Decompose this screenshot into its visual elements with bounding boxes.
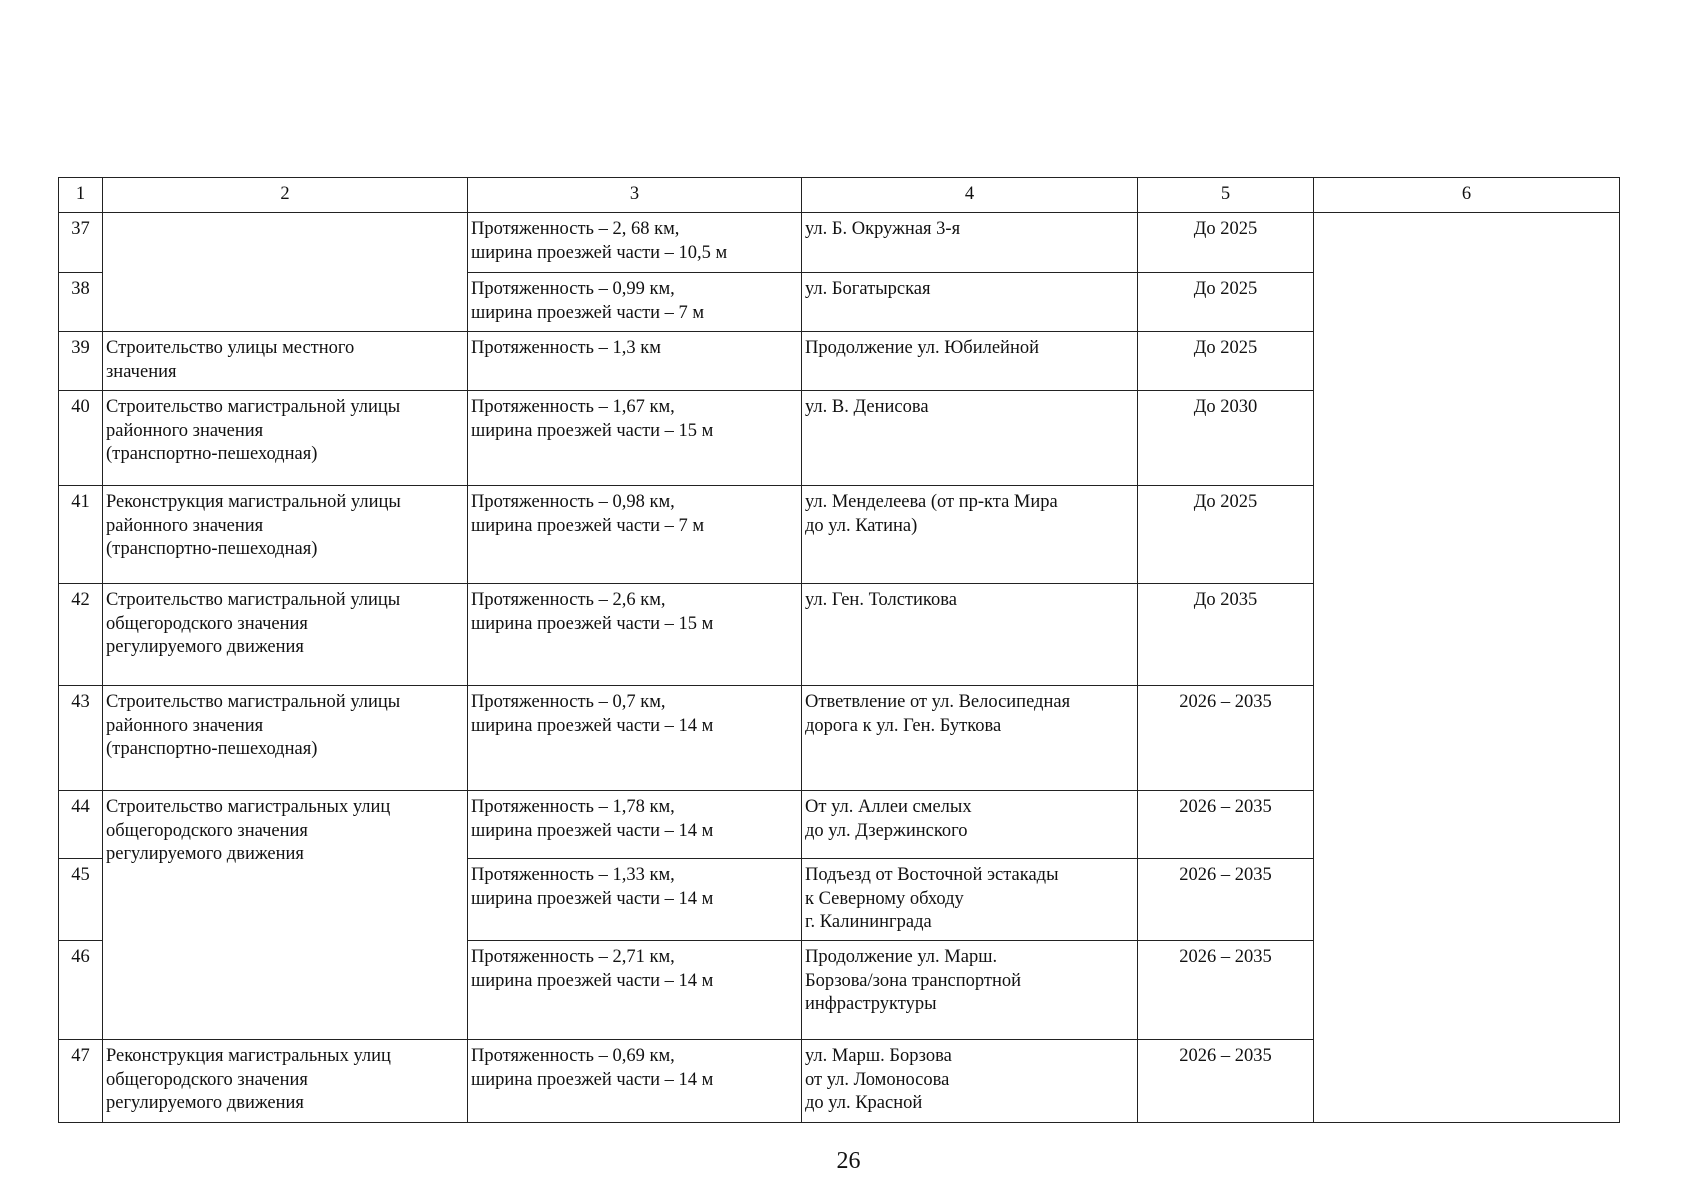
parameter-line: Протяженность – 1,3 км: [471, 338, 661, 358]
location-cell: [802, 1040, 1138, 1123]
work-type-line: (транспортно-пешеходная): [106, 539, 318, 559]
work-type-line: Строительство улицы местного: [106, 338, 355, 358]
location-line: инфраструктуры: [805, 994, 937, 1014]
term-cell: 2026 – 2035: [1138, 791, 1314, 859]
work-type-cell: [103, 686, 468, 791]
parameters-cell: [468, 391, 802, 486]
location-line: Борзова/зона транспортной: [805, 970, 1022, 991]
row-number: 45: [59, 859, 103, 941]
location-cell: [802, 391, 1138, 486]
location-cell: [802, 332, 1138, 391]
row-number: 46: [59, 941, 103, 1040]
row-number: 44: [59, 791, 103, 859]
work-type-line: Реконструкция магистральных улиц: [106, 1046, 391, 1066]
parameter-line: ширина проезжей части – 15 м: [471, 420, 714, 441]
work-type-cell: [103, 391, 468, 486]
term-cell: До 2025: [1138, 273, 1314, 332]
work-type-cell: [103, 486, 468, 584]
work-type-cell: [103, 332, 468, 391]
row-number: 47: [59, 1040, 103, 1123]
location-cell: [802, 584, 1138, 686]
work-type-line: Строительство магистральной улицы: [106, 692, 401, 712]
location-line: до ул. Красной: [805, 1093, 923, 1113]
location-line: дорога к ул. Ген. Буткова: [805, 715, 1002, 736]
parameters-cell: [468, 941, 802, 1040]
term-cell: До 2025: [1138, 213, 1314, 273]
location-cell: [802, 859, 1138, 941]
location-line: ул. Марш. Борзова: [805, 1046, 952, 1066]
location-line: до ул. Катина): [805, 515, 918, 536]
location-line: ул. Менделеева (от пр-кта Мира: [805, 492, 1058, 512]
term-cell: До 2025: [1138, 486, 1314, 584]
parameter-line: ширина проезжей части – 14 м: [471, 888, 714, 909]
parameter-line: Протяженность – 2,71 км,: [471, 947, 675, 967]
row-number: 39: [59, 332, 103, 391]
row-number: 42: [59, 584, 103, 686]
parameter-line: Протяженность – 0,7 км,: [471, 692, 666, 712]
parameters-cell: [468, 273, 802, 332]
row-number: 37: [59, 213, 103, 273]
column-number: 3: [468, 178, 802, 213]
location-cell: [802, 686, 1138, 791]
work-type-line: районного значения: [106, 715, 264, 736]
parameter-line: Протяженность – 1,67 км,: [471, 397, 675, 417]
location-line: Продолжение ул. Марш.: [805, 947, 998, 967]
parameter-line: ширина проезжей части – 14 м: [471, 715, 714, 736]
location-line: от ул. Ломоносова: [805, 1069, 950, 1090]
term-cell: 2026 – 2035: [1138, 941, 1314, 1040]
work-type-cell: [103, 213, 468, 332]
parameter-line: ширина проезжей части – 14 м: [471, 1069, 714, 1090]
parameters-cell: [468, 791, 802, 859]
location-line: Подъезд от Восточной эстакады: [805, 865, 1059, 885]
work-type-line: общегородского значения: [106, 613, 308, 634]
parameters-cell: [468, 1040, 802, 1123]
work-type-line: значения: [106, 361, 177, 382]
parameter-line: Протяженность – 0,69 км,: [471, 1046, 675, 1066]
location-line: г. Калининграда: [805, 912, 932, 932]
work-type-line: Строительство магистральной улицы: [106, 590, 401, 610]
parameter-line: Протяженность – 1,78 км,: [471, 797, 675, 817]
column-number: 1: [59, 178, 103, 213]
location-cell: [802, 273, 1138, 332]
term-cell: До 2025: [1138, 332, 1314, 391]
work-type-line: Строительство магистральных улиц: [106, 797, 391, 817]
column-number: 6: [1314, 178, 1620, 213]
parameter-line: Протяженность – 0,99 км,: [471, 279, 675, 299]
parameter-line: ширина проезжей части – 7 м: [471, 515, 705, 536]
work-type-line: общегородского значения: [106, 1069, 308, 1090]
work-type-line: районного значения: [106, 515, 264, 536]
location-cell: [802, 213, 1138, 273]
notes-cell: [1314, 213, 1620, 1123]
parameters-cell: [468, 213, 802, 273]
column-number: 4: [802, 178, 1138, 213]
location-cell: [802, 941, 1138, 1040]
term-cell: 2026 – 2035: [1138, 1040, 1314, 1123]
parameters-cell: [468, 686, 802, 791]
work-type-line: Строительство магистральной улицы: [106, 397, 401, 417]
location-line: к Северному обходу: [805, 888, 964, 909]
parameter-line: Протяженность – 1,33 км,: [471, 865, 675, 885]
parameters-cell: [468, 486, 802, 584]
parameters-cell: [468, 332, 802, 391]
work-type-line: Реконструкция магистральной улицы: [106, 492, 401, 512]
location-cell: [802, 486, 1138, 584]
column-number-row: [59, 178, 1620, 213]
term-cell: До 2030: [1138, 391, 1314, 486]
location-line: Продолжение ул. Юбилейной: [805, 338, 1040, 358]
parameters-cell: [468, 584, 802, 686]
work-type-line: общегородского значения: [106, 820, 308, 841]
parameter-line: Протяженность – 2, 68 км,: [471, 219, 680, 239]
page-number: 26: [836, 1148, 861, 1174]
location-line: ул. Богатырская: [805, 279, 931, 299]
work-type-line: регулируемого движения: [106, 1093, 304, 1113]
work-type-line: (транспортно-пешеходная): [106, 444, 318, 464]
parameter-line: ширина проезжей части – 10,5 м: [471, 242, 728, 263]
parameter-line: ширина проезжей части – 7 м: [471, 302, 705, 323]
parameter-line: Протяженность – 0,98 км,: [471, 492, 675, 512]
location-line: до ул. Дзержинского: [805, 820, 968, 841]
work-type-line: регулируемого движения: [106, 844, 304, 864]
parameter-line: ширина проезжей части – 14 м: [471, 970, 714, 991]
location-line: ул. Б. Окружная 3-я: [805, 219, 961, 239]
parameter-line: ширина проезжей части – 15 м: [471, 613, 714, 634]
row-number: 38: [59, 273, 103, 332]
work-type-cell: [103, 1040, 468, 1123]
location-line: ул. В. Денисова: [805, 397, 929, 417]
row-number: 41: [59, 486, 103, 584]
work-type-line: (транспортно-пешеходная): [106, 739, 318, 759]
term-cell: 2026 – 2035: [1138, 686, 1314, 791]
parameter-line: Протяженность – 2,6 км,: [471, 590, 666, 610]
table-row: [59, 213, 1620, 273]
location-line: Ответвление от ул. Велосипедная: [805, 692, 1071, 712]
projects-table: [58, 177, 1620, 1123]
work-type-line: регулируемого движения: [106, 637, 304, 657]
work-type-cell: [103, 791, 468, 1040]
row-number: 43: [59, 686, 103, 791]
location-cell: [802, 791, 1138, 859]
column-number: 2: [103, 178, 468, 213]
parameter-line: ширина проезжей части – 14 м: [471, 820, 714, 841]
location-line: ул. Ген. Толстикова: [805, 590, 957, 610]
row-number: 40: [59, 391, 103, 486]
term-cell: 2026 – 2035: [1138, 859, 1314, 941]
work-type-line: районного значения: [106, 420, 264, 441]
parameters-cell: [468, 859, 802, 941]
column-number: 5: [1138, 178, 1314, 213]
location-line: От ул. Аллеи смелых: [805, 797, 972, 817]
term-cell: До 2035: [1138, 584, 1314, 686]
work-type-cell: [103, 584, 468, 686]
